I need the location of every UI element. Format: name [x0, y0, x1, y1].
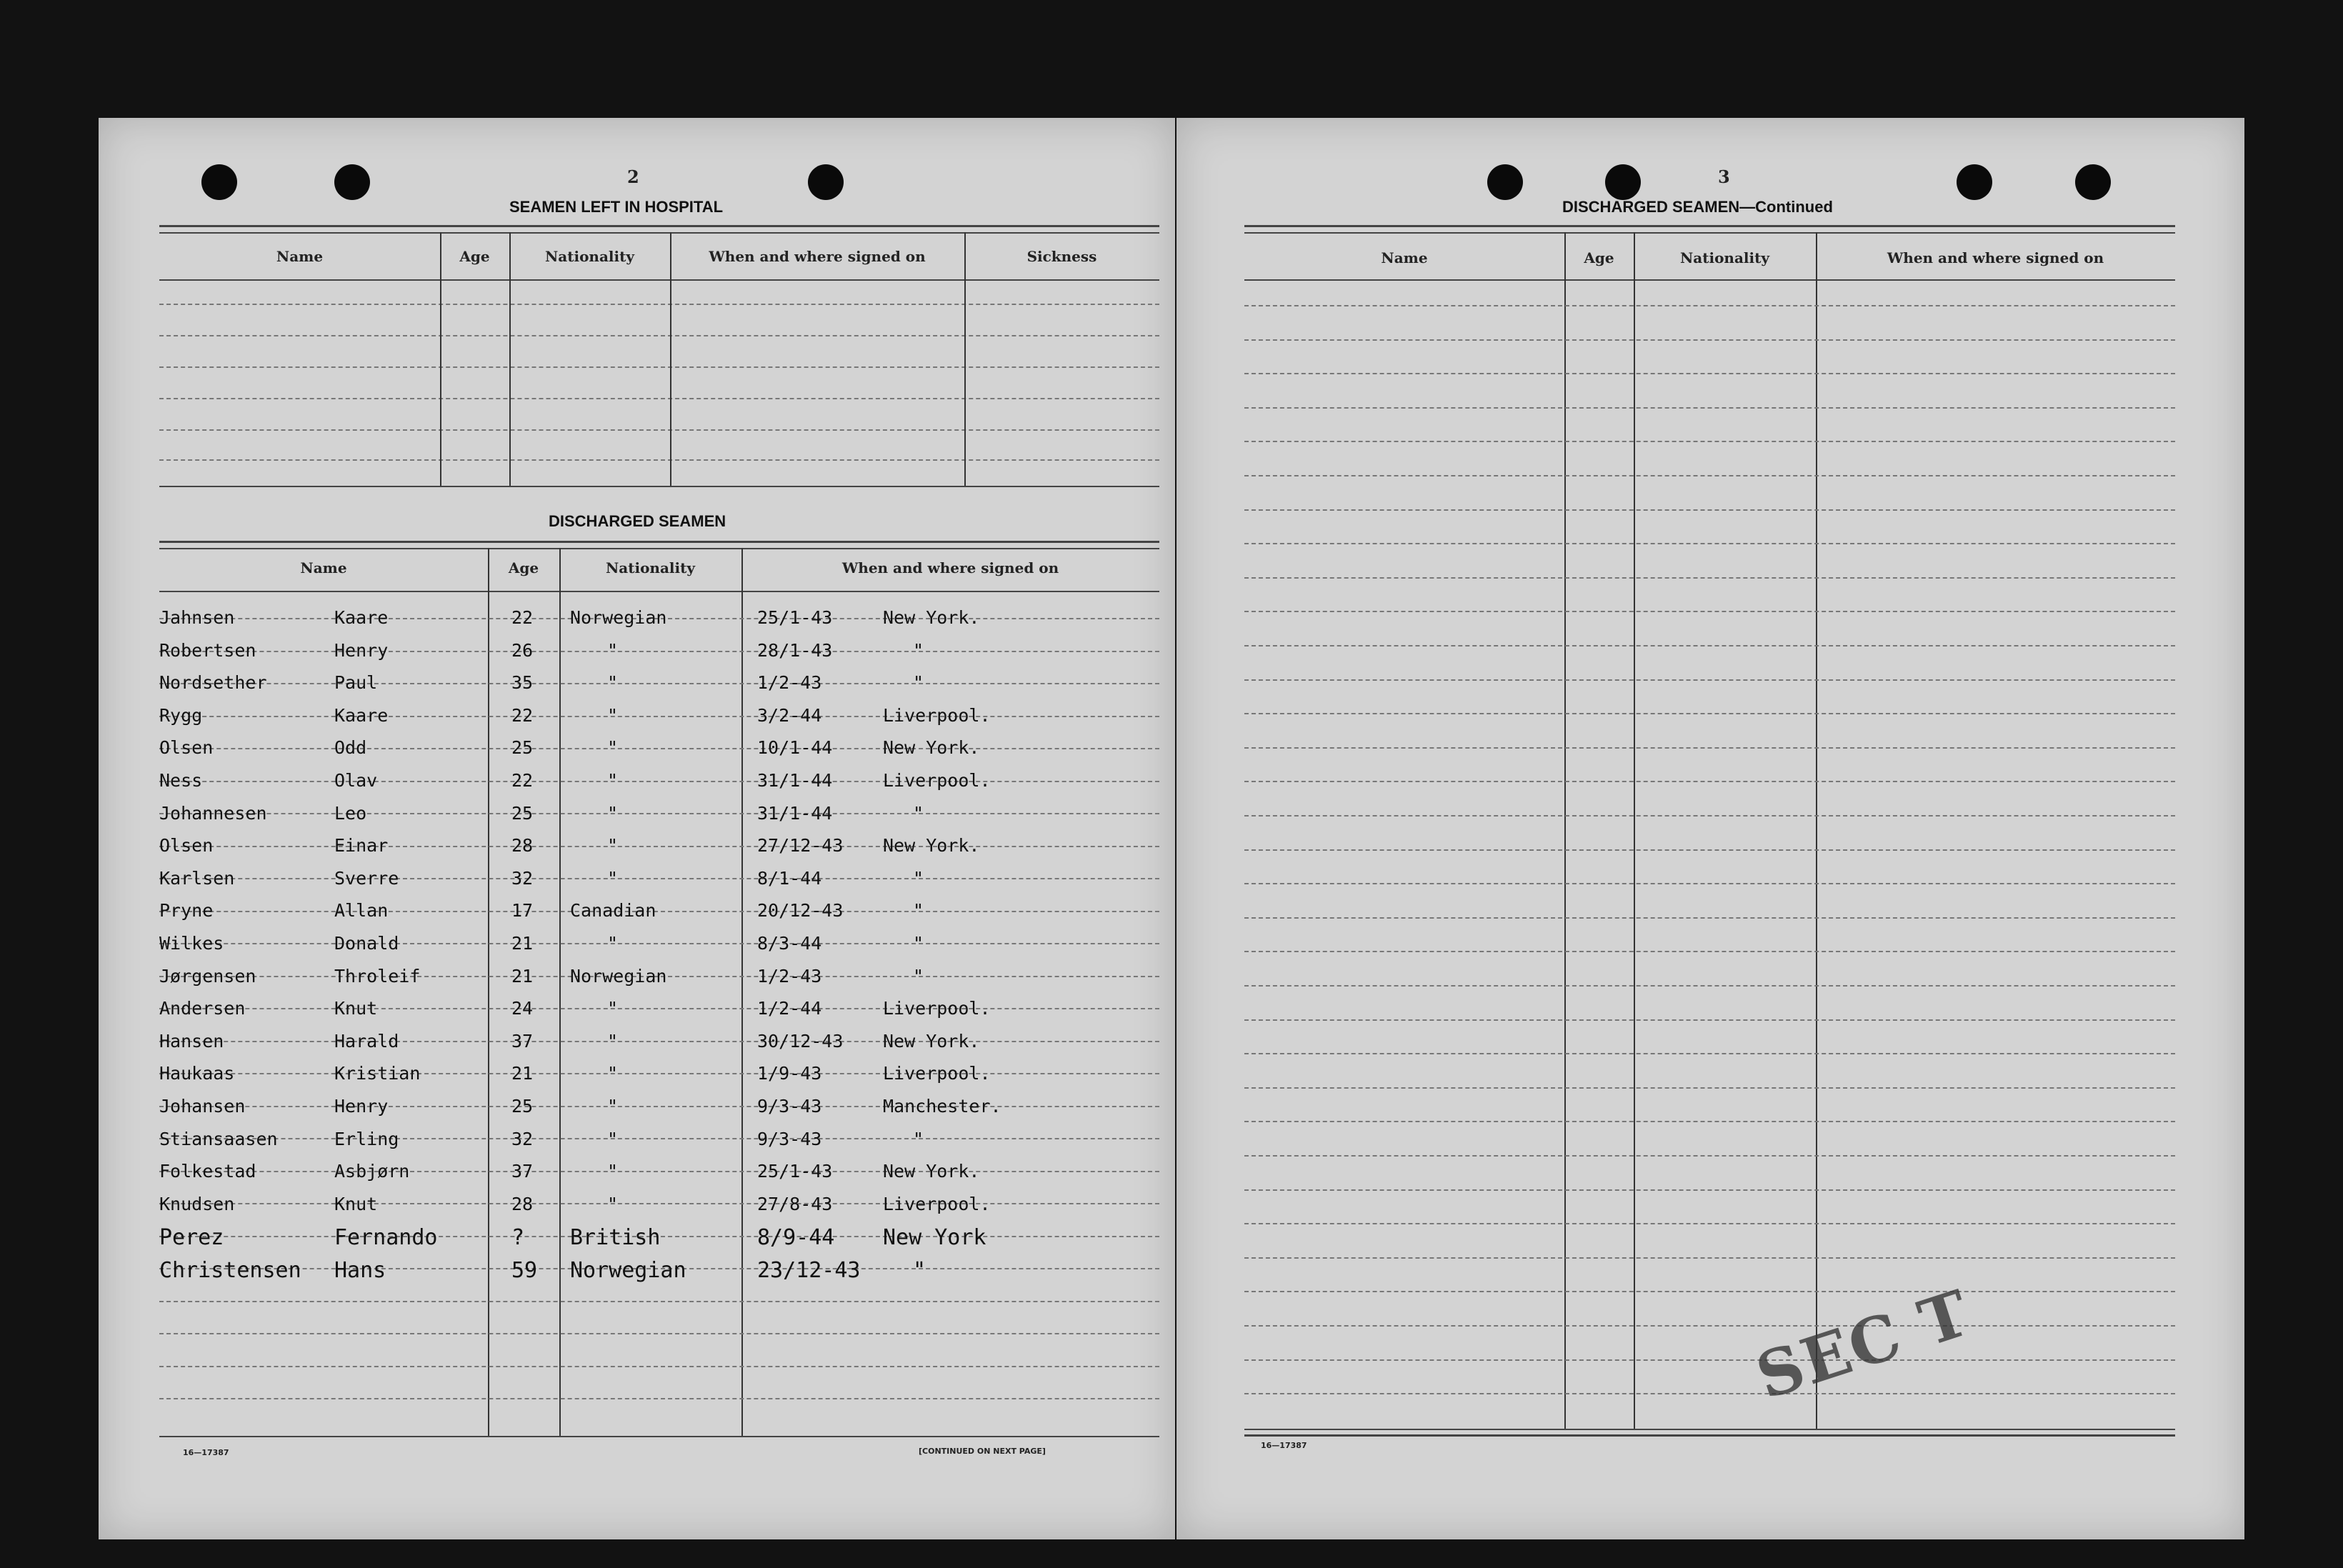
signed-on-date: 1/2-44 [757, 998, 822, 1019]
seaman-given-name: Olav [334, 770, 378, 791]
signed-on-place: " [913, 900, 924, 921]
row-rule [1244, 305, 2175, 307]
page-number: 2 [627, 166, 639, 187]
seaman-age: 37 [511, 1161, 534, 1182]
signed-on-date: 8/3-44 [757, 933, 822, 954]
row-rule [1244, 679, 2175, 681]
row-rule [159, 651, 1159, 653]
seaman-given-name: Sverre [334, 868, 399, 889]
discharged-col-signed-on: When and where signed on [841, 559, 1059, 576]
signed-on-place: " [913, 933, 924, 954]
row-rule [159, 1333, 1159, 1335]
rule [159, 541, 1159, 543]
row-rule [159, 1008, 1159, 1010]
row-rule [159, 459, 1159, 461]
col-signed-on: When and where signed on [1887, 249, 2104, 266]
seaman-surname: Jahnsen [159, 607, 235, 628]
col-nationality: Nationality [1680, 249, 1769, 266]
seaman-nationality: " [607, 737, 619, 758]
row-rule [1244, 1087, 2175, 1089]
seaman-surname: Olsen [159, 835, 214, 856]
row-rule [1244, 815, 2175, 817]
seaman-given-name: Asbjørn [334, 1161, 410, 1182]
row-rule [159, 781, 1159, 783]
column-divider [670, 232, 671, 486]
rule [1244, 225, 2175, 227]
rule [159, 225, 1159, 227]
seaman-nationality: Norwegian [570, 1258, 686, 1283]
column-divider [1816, 232, 1817, 1429]
hospital-col-name: Name [276, 248, 324, 265]
row-rule [159, 1073, 1159, 1075]
seaman-nationality: " [607, 705, 619, 726]
column-divider [964, 232, 966, 486]
seaman-surname: Andersen [159, 998, 246, 1019]
seaman-nationality: " [607, 803, 619, 824]
signed-on-date: 9/3-43 [757, 1129, 822, 1149]
signed-on-place: " [913, 640, 924, 661]
row-rule [1244, 917, 2175, 919]
signed-on-place: Liverpool. [883, 770, 991, 791]
row-rule [159, 304, 1159, 306]
seaman-nationality: " [607, 933, 619, 954]
column-divider [1634, 232, 1635, 1429]
seaman-nationality: " [607, 640, 619, 661]
seaman-nationality: " [607, 1129, 619, 1149]
seaman-nationality: " [607, 770, 619, 791]
seaman-age: 17 [511, 900, 534, 921]
seaman-age: 25 [511, 737, 534, 758]
seaman-given-name: Odd [334, 737, 367, 758]
row-rule [159, 813, 1159, 815]
seaman-nationality: Norwegian [570, 607, 667, 628]
row-rule [1244, 713, 2175, 715]
row-rule [1244, 543, 2175, 545]
row-rule [159, 716, 1159, 718]
seaman-surname: Hansen [159, 1031, 224, 1052]
seaman-given-name: Harald [334, 1031, 399, 1052]
column-divider [1564, 232, 1566, 1429]
signed-on-place: Liverpool. [883, 705, 991, 726]
signed-on-date: 1/2-43 [757, 672, 822, 693]
seaman-surname: Stiansaasen [159, 1129, 278, 1149]
signed-on-place: New York. [883, 1031, 980, 1052]
seaman-surname: Perez [159, 1225, 224, 1250]
seaman-surname: Folkestad [159, 1161, 256, 1182]
seaman-surname: Robertsen [159, 640, 256, 661]
row-rule [1244, 747, 2175, 749]
seaman-age: 28 [511, 835, 534, 856]
seaman-given-name: Hans [334, 1258, 386, 1283]
row-rule [1244, 441, 2175, 443]
signed-on-date: 10/1-44 [757, 737, 833, 758]
signed-on-place: New York. [883, 835, 980, 856]
rule [159, 591, 1159, 592]
signed-on-date: 23/12-43 [757, 1258, 861, 1283]
punch-hole [1605, 164, 1641, 200]
seaman-age: 21 [511, 933, 534, 954]
row-rule [1244, 1155, 2175, 1157]
signed-on-place: Liverpool. [883, 1194, 991, 1214]
rule [159, 486, 1159, 487]
rule [159, 279, 1159, 281]
column-divider [440, 232, 441, 486]
right-page [1177, 118, 2244, 1539]
row-rule [159, 335, 1159, 337]
section-title: DISCHARGED SEAMEN—Continued [1562, 198, 1833, 216]
row-rule [159, 366, 1159, 369]
row-rule [159, 1301, 1159, 1303]
discharged-col-name: Name [300, 559, 347, 576]
row-rule [1244, 577, 2175, 579]
rule [1244, 232, 2175, 234]
row-rule [1244, 1121, 2175, 1123]
row-rule [1244, 1223, 2175, 1225]
seaman-age: 24 [511, 998, 534, 1019]
seaman-age: 25 [511, 1096, 534, 1117]
seaman-given-name: Leo [334, 803, 367, 824]
signed-on-place: Liverpool. [883, 1063, 991, 1084]
seaman-age: 22 [511, 607, 534, 628]
seaman-given-name: Throleif [334, 966, 421, 987]
row-rule [159, 1138, 1159, 1140]
seaman-given-name: Paul [334, 672, 378, 693]
row-rule [1244, 1257, 2175, 1259]
signed-on-place: Liverpool. [883, 998, 991, 1019]
seaman-nationality: British [570, 1225, 661, 1250]
hospital-col-signed-on: When and where signed on [709, 248, 926, 265]
seaman-age: 32 [511, 1129, 534, 1149]
signed-on-date: 27/12-43 [757, 835, 844, 856]
row-rule [1244, 951, 2175, 953]
seaman-age: 28 [511, 1194, 534, 1214]
row-rule [1244, 1291, 2175, 1293]
seaman-nationality: " [607, 998, 619, 1019]
seaman-nationality: " [607, 835, 619, 856]
seaman-nationality: " [607, 868, 619, 889]
signed-on-date: 28/1-43 [757, 640, 833, 661]
form-number: 16—17387 [1261, 1441, 1307, 1450]
signed-on-place: " [913, 1129, 924, 1149]
hospital-section-title: SEAMEN LEFT IN HOSPITAL [509, 198, 724, 216]
rule [1244, 279, 2175, 281]
row-rule [159, 1398, 1159, 1400]
seaman-surname: Jørgensen [159, 966, 256, 987]
row-rule [159, 1203, 1159, 1205]
seaman-surname: Karlsen [159, 868, 235, 889]
discharged-col-age: Age [508, 559, 539, 576]
row-rule [159, 846, 1159, 848]
seaman-age: 22 [511, 770, 534, 791]
seaman-age: ? [511, 1225, 525, 1250]
col-name: Name [1381, 249, 1428, 266]
seaman-age: 25 [511, 803, 534, 824]
signed-on-date: 8/1-44 [757, 868, 822, 889]
row-rule [1244, 407, 2175, 409]
row-rule [1244, 1189, 2175, 1192]
row-rule [1244, 611, 2175, 613]
seaman-surname: Knudsen [159, 1194, 235, 1214]
row-rule [1244, 1393, 2175, 1395]
signed-on-date: 31/1-44 [757, 803, 833, 824]
seaman-nationality: " [607, 1161, 619, 1182]
seaman-surname: Ness [159, 770, 203, 791]
seaman-age: 32 [511, 868, 534, 889]
signed-on-place: " [913, 966, 924, 987]
column-divider [509, 232, 511, 486]
seaman-age: 59 [511, 1258, 538, 1283]
row-rule [159, 911, 1159, 913]
signed-on-place: New York. [883, 737, 980, 758]
secret-stamp: SEC T [1747, 1275, 1979, 1414]
seaman-surname: Johannesen [159, 803, 267, 824]
signed-on-place: " [913, 1258, 926, 1283]
seaman-surname: Christensen [159, 1258, 301, 1283]
punch-hole [1957, 164, 1992, 200]
signed-on-place: New York. [883, 607, 980, 628]
seaman-given-name: Fernando [334, 1225, 438, 1250]
row-rule [159, 1106, 1159, 1108]
rule [1244, 1434, 2175, 1437]
row-rule [159, 748, 1159, 750]
seaman-surname: Rygg [159, 705, 203, 726]
seaman-nationality: " [607, 1063, 619, 1084]
discharged-section-title: DISCHARGED SEAMEN [549, 512, 726, 530]
signed-on-place: New York. [883, 1161, 980, 1182]
form-number: 16—17387 [183, 1448, 229, 1457]
seaman-given-name: Knut [334, 1194, 378, 1214]
seaman-given-name: Kristian [334, 1063, 421, 1084]
row-rule [159, 878, 1159, 880]
seaman-surname: Haukaas [159, 1063, 235, 1084]
seaman-surname: Nordsether [159, 672, 267, 693]
signed-on-date: 30/12-43 [757, 1031, 844, 1052]
seaman-nationality: " [607, 672, 619, 693]
signed-on-date: 3/2-44 [757, 705, 822, 726]
signed-on-place: " [913, 672, 924, 693]
punch-hole [201, 164, 237, 200]
signed-on-place: " [913, 868, 924, 889]
discharged-col-nationality: Nationality [606, 559, 695, 576]
seaman-given-name: Knut [334, 998, 378, 1019]
seaman-surname: Wilkes [159, 933, 224, 954]
signed-on-place: New York [883, 1225, 986, 1250]
seaman-surname: Pryne [159, 900, 214, 921]
row-rule [1244, 339, 2175, 341]
seaman-given-name: Henry [334, 640, 389, 661]
seaman-given-name: Henry [334, 1096, 389, 1117]
rule [159, 548, 1159, 549]
signed-on-date: 27/8-43 [757, 1194, 833, 1214]
seaman-given-name: Erling [334, 1129, 399, 1149]
row-rule [1244, 849, 2175, 852]
row-rule [1244, 883, 2175, 885]
row-rule [1244, 1325, 2175, 1327]
seaman-age: 22 [511, 705, 534, 726]
row-rule [1244, 1053, 2175, 1055]
row-rule [1244, 475, 2175, 477]
seaman-age: 35 [511, 672, 534, 693]
row-rule [1244, 985, 2175, 987]
hospital-col-sickness: Sickness [1026, 248, 1097, 265]
seaman-age: 21 [511, 1063, 534, 1084]
signed-on-place: " [913, 803, 924, 824]
continued-note: [CONTINUED ON NEXT PAGE] [919, 1447, 1046, 1456]
seaman-given-name: Einar [334, 835, 389, 856]
seaman-nationality: " [607, 1194, 619, 1214]
signed-on-date: 8/9-44 [757, 1225, 835, 1250]
signed-on-place: Manchester. [883, 1096, 1001, 1117]
row-rule [1244, 1359, 2175, 1362]
seaman-age: 21 [511, 966, 534, 987]
seaman-given-name: Donald [334, 933, 399, 954]
row-rule [1244, 781, 2175, 783]
col-age: Age [1584, 249, 1614, 266]
seaman-age: 26 [511, 640, 534, 661]
seaman-surname: Johansen [159, 1096, 246, 1117]
seaman-given-name: Allan [334, 900, 389, 921]
punch-hole [2075, 164, 2111, 200]
row-rule [1244, 645, 2175, 647]
seaman-nationality: Norwegian [570, 966, 667, 987]
row-rule [1244, 373, 2175, 375]
seaman-nationality: " [607, 1031, 619, 1052]
seaman-given-name: Kaare [334, 705, 389, 726]
signed-on-date: 31/1-44 [757, 770, 833, 791]
page-number: 3 [1718, 166, 1730, 187]
seaman-surname: Olsen [159, 737, 214, 758]
signed-on-date: 25/1-43 [757, 1161, 833, 1182]
rule [159, 1436, 1159, 1437]
punch-hole [334, 164, 370, 200]
row-rule [1244, 509, 2175, 511]
signed-on-date: 9/3-43 [757, 1096, 822, 1117]
seaman-nationality: " [607, 1096, 619, 1117]
row-rule [159, 1041, 1159, 1043]
row-rule [159, 1366, 1159, 1368]
row-rule [159, 1171, 1159, 1173]
row-rule [159, 398, 1159, 400]
signed-on-date: 1/2-43 [757, 966, 822, 987]
punch-hole [808, 164, 844, 200]
seaman-given-name: Kaare [334, 607, 389, 628]
signed-on-date: 20/12-43 [757, 900, 844, 921]
signed-on-date: 1/9-43 [757, 1063, 822, 1084]
seaman-age: 37 [511, 1031, 534, 1052]
signed-on-date: 25/1-43 [757, 607, 833, 628]
hospital-col-nationality: Nationality [545, 248, 634, 265]
rule [1244, 1429, 2175, 1430]
row-rule [159, 429, 1159, 431]
hospital-col-age: Age [459, 248, 490, 265]
seaman-nationality: Canadian [570, 900, 656, 921]
left-page [99, 118, 1175, 1539]
row-rule [159, 683, 1159, 685]
rule [159, 232, 1159, 234]
row-rule [1244, 1019, 2175, 1022]
punch-hole [1487, 164, 1523, 200]
row-rule [159, 943, 1159, 945]
